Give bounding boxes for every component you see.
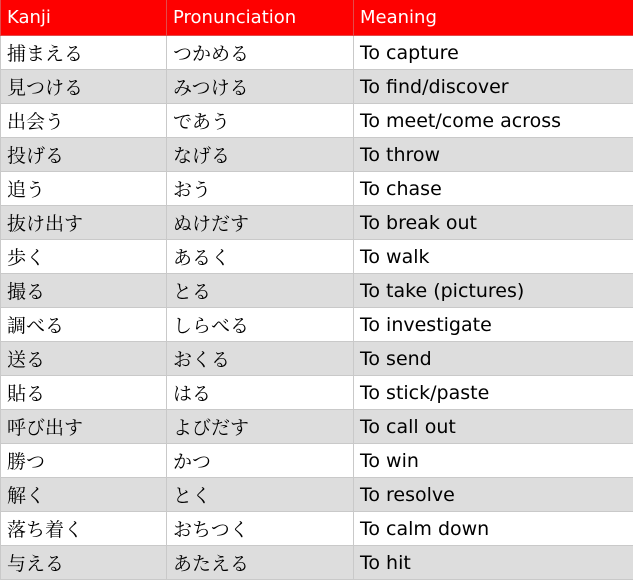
table-row <box>1 342 633 376</box>
kanji-cell: 抜け出す <box>1 206 167 240</box>
table-row <box>1 172 633 206</box>
kanji-cell: 送る <box>1 342 167 376</box>
meaning-cell: To chase <box>354 172 633 206</box>
table-header-row <box>1 0 633 36</box>
table-row <box>1 70 633 104</box>
kanji-cell: 追う <box>1 172 167 206</box>
pronunciation-cell: おう <box>167 172 354 206</box>
meaning-cell: To hit <box>354 546 633 580</box>
pronunciation-cell: なげる <box>167 138 354 172</box>
table-row <box>1 138 633 172</box>
meaning-cell: To take (pictures) <box>354 274 633 308</box>
pronunciation-cell: おくる <box>167 342 354 376</box>
table-row <box>1 274 633 308</box>
table-row <box>1 410 633 444</box>
kanji-cell: 見つける <box>1 70 167 104</box>
table-body <box>1 36 633 580</box>
meaning-cell: To investigate <box>354 308 633 342</box>
pronunciation-cell: かつ <box>167 444 354 478</box>
header-kanji: Kanji <box>1 0 167 36</box>
meaning-cell: To walk <box>354 240 633 274</box>
pronunciation-cell: つかめる <box>167 36 354 70</box>
pronunciation-cell: みつける <box>167 70 354 104</box>
table-row <box>1 478 633 512</box>
table-row <box>1 376 633 410</box>
kanji-cell: 捕まえる <box>1 36 167 70</box>
meaning-cell: To capture <box>354 36 633 70</box>
kanji-cell: 投げる <box>1 138 167 172</box>
kanji-cell: 貼る <box>1 376 167 410</box>
kanji-cell: 与える <box>1 546 167 580</box>
table-row <box>1 308 633 342</box>
meaning-cell: To win <box>354 444 633 478</box>
pronunciation-cell: よびだす <box>167 410 354 444</box>
meaning-cell: To find/discover <box>354 70 633 104</box>
meaning-cell: To meet/come across <box>354 104 633 138</box>
pronunciation-cell: とく <box>167 478 354 512</box>
pronunciation-cell: しらべる <box>167 308 354 342</box>
meaning-cell: To throw <box>354 138 633 172</box>
meaning-cell: To send <box>354 342 633 376</box>
meaning-cell: To calm down <box>354 512 633 546</box>
kanji-cell: 勝つ <box>1 444 167 478</box>
table-row <box>1 512 633 546</box>
pronunciation-cell: おちつく <box>167 512 354 546</box>
meaning-cell: To stick/paste <box>354 376 633 410</box>
header-meaning: Meaning <box>354 0 633 36</box>
pronunciation-cell: であう <box>167 104 354 138</box>
meaning-cell: To resolve <box>354 478 633 512</box>
table-row <box>1 240 633 274</box>
kanji-cell: 呼び出す <box>1 410 167 444</box>
pronunciation-cell: とる <box>167 274 354 308</box>
table-row <box>1 206 633 240</box>
pronunciation-cell: あるく <box>167 240 354 274</box>
table-row <box>1 104 633 138</box>
header-pronunciation: Pronunciation <box>167 0 354 36</box>
table-row <box>1 36 633 70</box>
pronunciation-cell: ぬけだす <box>167 206 354 240</box>
kanji-cell: 調べる <box>1 308 167 342</box>
kanji-cell: 落ち着く <box>1 512 167 546</box>
kanji-cell: 出会う <box>1 104 167 138</box>
meaning-cell: To call out <box>354 410 633 444</box>
meaning-cell: To break out <box>354 206 633 240</box>
pronunciation-cell: はる <box>167 376 354 410</box>
table-row <box>1 444 633 478</box>
kanji-cell: 解く <box>1 478 167 512</box>
kanji-cell: 歩く <box>1 240 167 274</box>
table-row <box>1 546 633 580</box>
pronunciation-cell: あたえる <box>167 546 354 580</box>
kanji-cell: 撮る <box>1 274 167 308</box>
